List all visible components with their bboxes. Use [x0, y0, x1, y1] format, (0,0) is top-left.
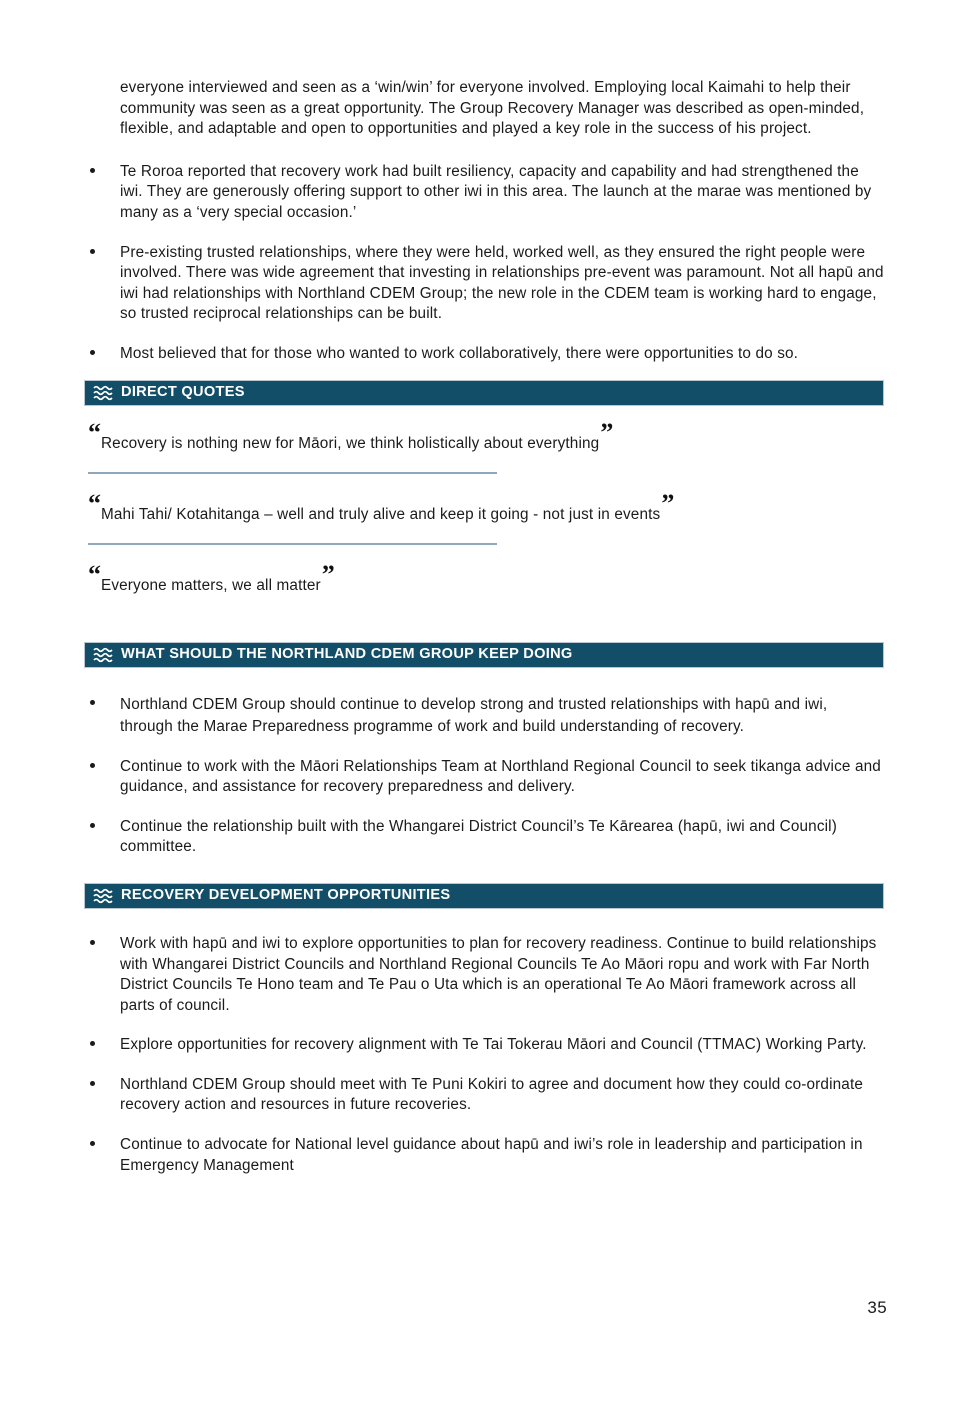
quote-line	[88, 488, 884, 525]
quote-open-icon: “	[88, 559, 100, 589]
bullet-dot	[90, 700, 95, 705]
quote-open-icon: “	[88, 417, 100, 447]
list-item-text: Northland CDEM Group should meet with Te Puni Kokiri to agree and document how they could co-ordinate recovery action and resources in future recoveries.	[120, 1075, 864, 1114]
list-item-text: Explore opportunities for recovery alignment with Te Tai Tokerau Māori and Council (TTMAC) Working Party.	[120, 1036, 867, 1054]
quote-text: Mahi Tahi/ Kotahitanga – well and truly alive and keep it going - not just in events	[100, 505, 661, 523]
list-item	[84, 694, 884, 739]
bullet-dot	[90, 1041, 95, 1046]
section-title: DIRECT QUOTES	[121, 383, 245, 400]
page-content	[84, 78, 884, 1176]
list-item	[84, 1035, 884, 1056]
quote-text: Everyone matters, we all matter	[100, 576, 321, 594]
bullet-dot	[90, 249, 95, 254]
page-number: 35	[867, 1298, 887, 1317]
section-header-keep-doing	[84, 642, 884, 668]
quote-block	[88, 417, 884, 454]
list-item	[84, 1075, 884, 1116]
list-item-text: Te Roroa reported that recovery work had built resiliency, capacity and capability and had strengthened the iwi. They are generously offering support to other iwi in this area. The launch at the marae was mentioned by many as a ‘very special occasion.’	[120, 162, 872, 221]
list-item-text: Pre-existing trusted relationships, where they were held, worked well, as they ensured the right people were involved. There was wide agreement that investing in relationships pre-event was paramount. Not all hapū and iwi had relationships with Northland CDEM Group; the new role in the CDEM team is working hard to engage, so trusted reciprocal relationships can be built.	[120, 243, 884, 323]
list-item	[84, 162, 884, 224]
intro-paragraph: everyone interviewed and seen as a ‘win/win’ for everyone involved. Employing local Kaimahi to help their community was seen as a great opportunity. The Group Recovery Manager was described as open-minded, flexible, and adaptable and open to opportunities and played a key role in the success of his project.	[120, 79, 865, 138]
list-item	[84, 757, 884, 798]
quote-block	[88, 488, 884, 525]
bullet-dot	[90, 168, 95, 173]
quote-divider	[88, 472, 497, 474]
quote-close-icon: ”	[600, 417, 613, 447]
section-header-direct-quotes	[84, 380, 884, 406]
list-item	[84, 344, 884, 365]
bullet-dot	[90, 1081, 95, 1086]
list-item-text: Work with hapū and iwi to explore opportunities to plan for recovery readiness. Continue to build relationships with Whangarei District Councils and Northland Regional Councils Te Ao Māori ropu and work with Far North District Councils Te Hono team and Te Pau o Uta which is an operational Te Ao Māori framework across all parts of council.	[120, 934, 877, 1014]
list-item-text: Continue the relationship built with the Whangarei District Council’s Te Kārearea (hapū, iwi and Council) committee.	[120, 817, 837, 856]
list-item-text: Continue to advocate for National level guidance about hapū and iwi’s role in leadership and participation in Emergency Management	[120, 1136, 863, 1174]
section-title: WHAT SHOULD THE NORTHLAND CDEM GROUP KEEP DOING	[121, 645, 573, 662]
list-item-text: Continue to work with the Māori Relationships Team at Northland Regional Council to seek tikanga advice and guidance, and assistance for recovery preparedness and delivery.	[120, 757, 881, 796]
wave-lines-icon	[93, 887, 113, 905]
list-item	[84, 934, 884, 1016]
wave-lines-icon	[93, 646, 113, 664]
list-item-text: Most believed that for those who wanted to work collaboratively, there were opportunities to do so.	[120, 344, 799, 362]
list-item-text: Northland CDEM Group should continue to develop strong and trusted relationships with hapū and iwi, through the Marae Preparedness programme of work and build understanding of recovery.	[120, 695, 828, 736]
section-title: RECOVERY DEVELOPMENT OPPORTUNITIES	[121, 887, 451, 904]
bullet-dot	[90, 763, 95, 768]
bullet-dot	[90, 823, 95, 828]
bullet-dot	[90, 350, 95, 355]
quote-text: Recovery is nothing new for Māori, we think holistically about everything	[100, 434, 600, 452]
quote-divider	[88, 543, 497, 545]
bullet-dot	[90, 1141, 95, 1146]
quote-line	[88, 417, 884, 454]
quote-line	[88, 559, 884, 596]
wave-lines-icon	[93, 384, 113, 402]
quote-block	[88, 559, 884, 596]
quote-open-icon: “	[88, 488, 100, 518]
list-item	[84, 817, 884, 858]
quote-close-icon: ”	[321, 559, 334, 589]
list-item	[84, 243, 884, 325]
bullet-dot	[90, 940, 95, 945]
quote-close-icon: ”	[661, 488, 674, 518]
list-item	[84, 1135, 884, 1176]
section-header-recovery-opportunities	[84, 883, 884, 909]
